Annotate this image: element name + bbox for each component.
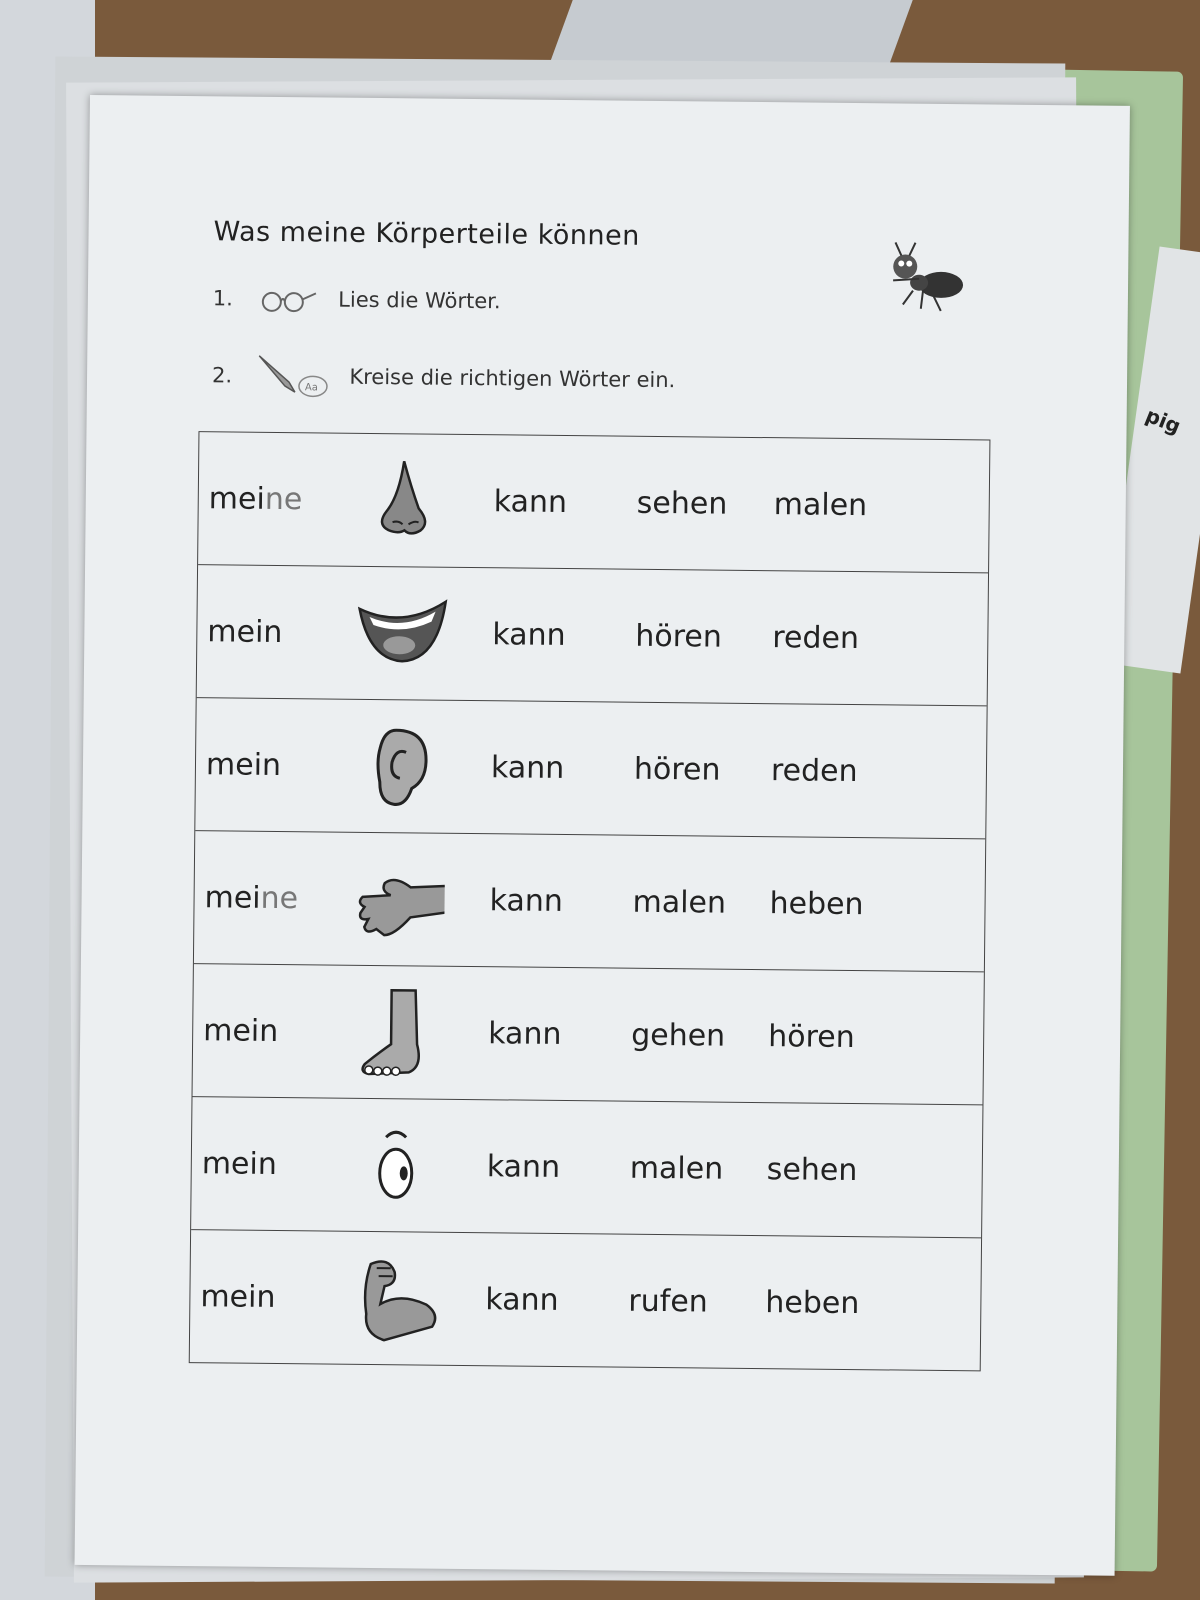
- table-row: [194, 831, 985, 972]
- word-option[interactable]: hören: [635, 618, 723, 655]
- word-option[interactable]: hören: [633, 751, 721, 788]
- article-stem: mein: [207, 613, 283, 650]
- side-paper-text: pig: [1142, 402, 1185, 439]
- word-option[interactable]: gehen: [631, 1017, 726, 1054]
- word-option[interactable]: hören: [767, 1018, 855, 1055]
- word-option[interactable]: kann: [485, 1281, 559, 1318]
- word-option[interactable]: reden: [772, 619, 860, 656]
- instruction-2: [212, 351, 676, 406]
- article-label: [200, 1279, 275, 1315]
- glasses-icon: [255, 287, 317, 314]
- word-option[interactable]: malen: [632, 884, 727, 921]
- instruction-1-number: 1.: [212, 286, 234, 311]
- article-stem: mei: [208, 480, 265, 517]
- article-label: [206, 747, 281, 783]
- word-option[interactable]: kann: [486, 1148, 561, 1185]
- word-option[interactable]: sehen: [636, 485, 728, 522]
- instruction-2-number: 2.: [211, 363, 233, 388]
- instruction-1: [213, 286, 501, 315]
- hand-icon: [354, 855, 445, 946]
- word-option[interactable]: kann: [492, 616, 566, 653]
- article-label: [204, 880, 298, 916]
- word-option[interactable]: malen: [629, 1150, 724, 1187]
- table-row: [197, 565, 988, 706]
- word-option[interactable]: kann: [488, 1015, 562, 1052]
- article-stem: mein: [201, 1145, 278, 1182]
- article-stem: mein: [203, 1012, 279, 1049]
- ear-icon: [356, 722, 447, 813]
- instruction-2-text: Kreise die richtigen Wörter ein.: [349, 364, 676, 393]
- instruction-1-text: Lies die Wörter.: [338, 287, 501, 314]
- mouth-icon: [357, 589, 448, 680]
- word-option[interactable]: sehen: [766, 1151, 858, 1188]
- article-label: [207, 614, 282, 650]
- arm-icon: [350, 1254, 441, 1345]
- pencil-icon: [254, 352, 329, 403]
- table-row: [193, 964, 984, 1105]
- table-row: [198, 432, 989, 573]
- exercise-table: [189, 431, 991, 1371]
- table-row: [190, 1230, 981, 1370]
- word-option[interactable]: heben: [769, 885, 864, 922]
- worksheet-title: Was meine Körperteile können: [213, 216, 640, 252]
- ant-icon: [883, 238, 974, 319]
- svg-text:Aa: Aa: [304, 382, 318, 394]
- article-ending: ne: [264, 481, 303, 517]
- foot-icon: [353, 988, 444, 1079]
- table-row: [191, 1097, 982, 1238]
- eye-icon: [351, 1121, 442, 1212]
- article-stem: mei: [204, 879, 261, 916]
- word-option[interactable]: reden: [770, 752, 858, 789]
- word-option[interactable]: heben: [765, 1284, 860, 1321]
- nose-icon: [358, 456, 449, 547]
- word-option[interactable]: kann: [493, 483, 568, 520]
- article-label: [203, 1013, 278, 1049]
- article-stem: mein: [205, 746, 282, 783]
- worksheet-paper: [75, 95, 1130, 1576]
- word-option[interactable]: rufen: [628, 1283, 708, 1320]
- word-option[interactable]: malen: [773, 486, 868, 523]
- article-label: [202, 1146, 277, 1182]
- article-stem: mein: [200, 1278, 276, 1315]
- article-ending: ne: [260, 880, 299, 916]
- table-row: [195, 698, 986, 839]
- article-label: [209, 481, 303, 517]
- word-option[interactable]: kann: [489, 882, 564, 919]
- word-option[interactable]: kann: [490, 749, 565, 786]
